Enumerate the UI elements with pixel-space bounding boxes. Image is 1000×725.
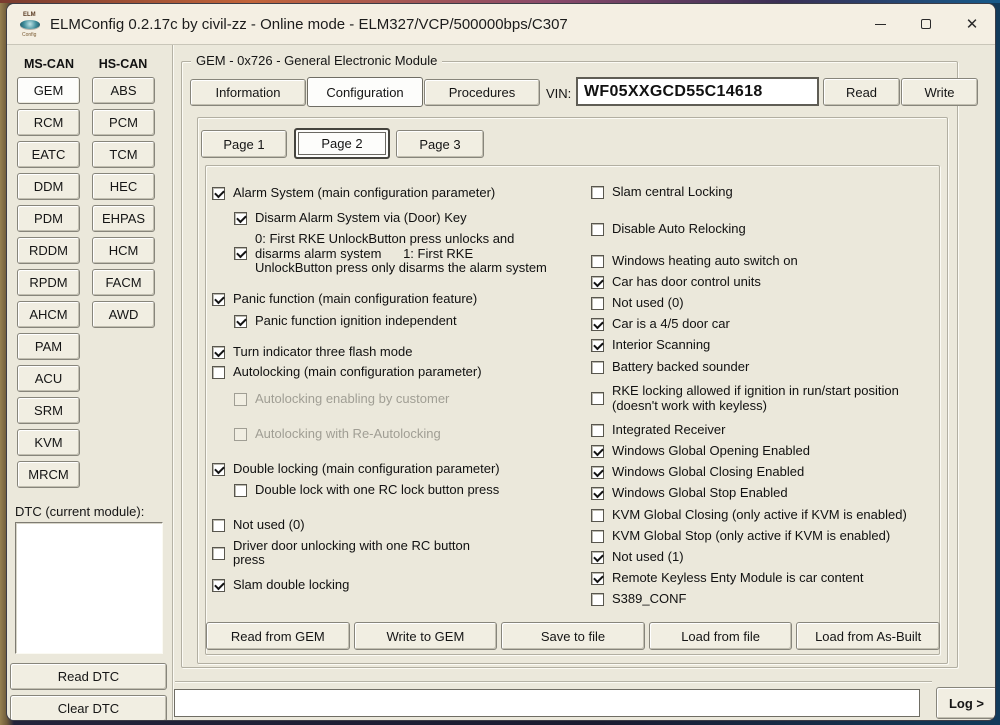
module-button-hec[interactable]: HEC (92, 173, 155, 200)
checkbox-row[interactable] (591, 485, 939, 501)
checkbox-column-left (212, 185, 584, 594)
checkbox-label: Driver door unlocking with one RC button press (233, 537, 471, 567)
checkbox-checked[interactable] (212, 293, 225, 306)
checkbox-checked[interactable] (234, 212, 247, 225)
checkbox-unchecked (234, 393, 247, 406)
vin-input[interactable] (576, 77, 819, 106)
checkbox-label: Autolocking with Re-Autolocking (255, 426, 441, 442)
checkbox-unchecked[interactable] (591, 392, 604, 405)
checkbox-row[interactable] (591, 507, 939, 523)
footer-divider (175, 681, 932, 683)
checkbox-label: Windows Global Opening Enabled (612, 442, 811, 458)
app-window (6, 3, 996, 721)
checkbox-row[interactable] (591, 443, 939, 459)
checkbox-row[interactable] (212, 345, 584, 361)
tab-configuration[interactable]: Configuration (307, 77, 423, 107)
checkbox-checked[interactable] (591, 466, 604, 479)
checkbox-row[interactable] (234, 392, 584, 408)
close-button[interactable] (949, 4, 995, 44)
module-button-rddm[interactable]: RDDM (17, 237, 80, 264)
module-button-gem[interactable]: GEM (17, 77, 80, 104)
module-button-ahcm[interactable]: AHCM (17, 301, 80, 328)
checkbox-checked[interactable] (591, 339, 604, 352)
checkbox-unchecked[interactable] (591, 530, 604, 543)
vin-write-button[interactable]: Write (901, 78, 978, 106)
checkbox-checked[interactable] (591, 487, 604, 500)
checkbox-label: Car has door control units (612, 273, 761, 289)
log-button[interactable]: Log > (936, 687, 996, 719)
checkbox-label: S389_CONF (612, 590, 687, 606)
tab-information[interactable]: Information (190, 79, 306, 106)
module-button-eatc[interactable]: EATC (17, 141, 80, 168)
checkbox-row[interactable] (591, 570, 939, 586)
checkbox-checked[interactable] (591, 445, 604, 458)
module-button-tcm[interactable]: TCM (92, 141, 155, 168)
module-button-ddm[interactable]: DDM (17, 173, 80, 200)
page-1-button[interactable]: Page 1 (201, 130, 287, 158)
window-controls (857, 4, 995, 44)
checkbox-label: Double locking (main configuration parameter) (233, 461, 500, 477)
checkbox-label: Remote Keyless Enty Module is car content (612, 569, 864, 585)
checkbox-checked[interactable] (234, 247, 247, 260)
module-button-acu[interactable]: ACU (17, 365, 80, 392)
checkbox-label: KVM Global Stop (only active if KVM is enabled) (612, 527, 891, 543)
hs-can-header: HS-CAN (98, 57, 148, 71)
app-icon (18, 12, 42, 36)
read-dtc-button[interactable]: Read DTC (10, 663, 167, 690)
module-button-pdm[interactable]: PDM (17, 205, 80, 232)
checkbox-label: Alarm System (main configuration parameter) (233, 184, 496, 200)
checkbox-row[interactable] (212, 365, 584, 381)
checkbox-row[interactable] (212, 185, 584, 201)
checkbox-label: Disarm Alarm System via (Door) Key (255, 209, 467, 225)
module-button-hcm[interactable]: HCM (92, 237, 155, 264)
checkbox-label: Autolocking enabling by customer (255, 391, 450, 407)
module-button-awd[interactable]: AWD (92, 301, 155, 328)
clear-dtc-button[interactable]: Clear DTC (10, 695, 167, 721)
checkbox-unchecked[interactable] (212, 366, 225, 379)
vin-label: VIN: (546, 86, 572, 101)
close-icon: ✕ (965, 15, 979, 33)
checkbox-unchecked[interactable] (591, 297, 604, 310)
checkbox-checked[interactable] (234, 315, 247, 328)
ms-can-module-list (17, 77, 80, 493)
checkbox-label: Slam double locking (233, 577, 350, 593)
module-button-mrcm[interactable]: MRCM (17, 461, 80, 488)
module-button-ehpas[interactable]: EHPAS (92, 205, 155, 232)
checkbox-row[interactable] (591, 274, 939, 290)
log-command-input[interactable] (174, 689, 920, 717)
action-load-from-as-built[interactable]: Load from As-Built (796, 622, 940, 650)
checkbox-row[interactable] (591, 384, 939, 413)
checkbox-label: Slam central Locking (612, 183, 733, 199)
checkbox-checked[interactable] (212, 579, 225, 592)
checkbox-row[interactable] (212, 578, 584, 594)
checkbox-row[interactable] (234, 314, 584, 330)
checkbox-unchecked[interactable] (591, 509, 604, 522)
action-write-to-gem[interactable]: Write to GEM (354, 622, 498, 650)
module-button-kvm[interactable]: KVM (17, 429, 80, 456)
checkbox-unchecked[interactable] (212, 519, 225, 532)
minimize-button[interactable] (857, 4, 903, 44)
title-bar (7, 4, 995, 45)
tab-procedures[interactable]: Procedures (424, 79, 540, 106)
checkbox-label: Autolocking (main configuration parameter) (233, 364, 482, 380)
checkbox-unchecked[interactable] (591, 593, 604, 606)
checkbox-unchecked[interactable] (591, 255, 604, 268)
checkbox-row[interactable] (591, 528, 939, 544)
checkbox-label: Double lock with one RC lock button press (255, 482, 500, 498)
vin-read-button[interactable]: Read (823, 78, 900, 106)
configuration-checkbox-panel (205, 165, 940, 655)
checkbox-row[interactable] (234, 210, 584, 226)
checkbox-label: Turn indicator three flash mode (233, 344, 413, 360)
checkbox-column-right (591, 184, 939, 607)
checkbox-checked[interactable] (212, 346, 225, 359)
sidebar-divider (172, 45, 174, 720)
ms-can-header: MS-CAN (24, 57, 74, 71)
gem-groupbox-title: GEM - 0x726 - General Electronic Module (191, 53, 442, 68)
checkbox-label: KVM Global Closing (only active if KVM is enabled) (612, 506, 907, 522)
checkbox-row[interactable] (234, 232, 584, 276)
app-icon-blob (20, 20, 40, 29)
checkbox-row[interactable] (591, 316, 939, 332)
maximize-button[interactable] (903, 4, 949, 44)
checkbox-unchecked (234, 428, 247, 441)
checkbox-row[interactable] (591, 295, 939, 311)
dtc-label: DTC (current module): (15, 504, 145, 519)
checkbox-label: Windows Global Closing Enabled (612, 463, 805, 479)
action-load-from-file[interactable]: Load from file (649, 622, 793, 650)
app-icon-text-bottom: Config (22, 32, 37, 38)
checkbox-label: Not used (1) (612, 548, 684, 564)
checkbox-label: Integrated Receiver (612, 421, 726, 437)
module-button-pcm[interactable]: PCM (92, 109, 155, 136)
checkbox-label: Interior Scanning (612, 336, 711, 352)
checkbox-unchecked[interactable] (591, 223, 604, 236)
checkbox-label: Panic function ignition independent (255, 313, 457, 329)
hs-can-module-list (92, 77, 155, 333)
checkbox-label: Battery backed sounder (612, 358, 750, 374)
checkbox-checked[interactable] (591, 318, 604, 331)
checkbox-row[interactable] (591, 422, 939, 438)
checkbox-row[interactable] (591, 591, 939, 607)
action-read-from-gem[interactable]: Read from GEM (206, 622, 350, 650)
minimize-icon (875, 24, 886, 25)
checkbox-row[interactable] (591, 549, 939, 565)
checkbox-unchecked[interactable] (234, 484, 247, 497)
module-button-pam[interactable]: PAM (17, 333, 80, 360)
checkbox-label: Windows heating auto switch on (612, 252, 798, 268)
checkbox-label: Car is a 4/5 door car (612, 315, 730, 331)
checkbox-label: Disable Auto Relocking (612, 220, 746, 236)
module-button-srm[interactable]: SRM (17, 397, 80, 424)
checkbox-checked[interactable] (212, 463, 225, 476)
maximize-icon (921, 19, 931, 29)
module-button-facm[interactable]: FACM (92, 269, 155, 296)
checkbox-row[interactable] (591, 184, 939, 200)
checkbox-row[interactable] (591, 464, 939, 480)
checkbox-row[interactable] (212, 292, 584, 308)
action-button-row (206, 622, 940, 650)
checkbox-row[interactable] (212, 518, 584, 534)
dtc-listbox[interactable] (15, 522, 163, 654)
checkbox-row[interactable] (591, 253, 939, 269)
checkbox-checked[interactable] (212, 187, 225, 200)
checkbox-unchecked[interactable] (591, 361, 604, 374)
checkbox-unchecked[interactable] (591, 424, 604, 437)
action-save-to-file[interactable]: Save to file (501, 622, 645, 650)
window-title: ELMConfig 0.2.17c by civil-zz - Online mode - ELM327/VCP/500000bps/C307 (50, 15, 568, 33)
checkbox-row[interactable] (234, 427, 584, 443)
checkbox-row[interactable] (234, 483, 584, 499)
checkbox-unchecked[interactable] (212, 547, 225, 560)
checkbox-row[interactable] (591, 221, 939, 237)
checkbox-checked[interactable] (591, 572, 604, 585)
checkbox-checked[interactable] (591, 276, 604, 289)
checkbox-label: Windows Global Stop Enabled (612, 484, 788, 500)
checkbox-label: Panic function (main configuration feature) (233, 291, 478, 307)
checkbox-checked[interactable] (591, 551, 604, 564)
module-button-rcm[interactable]: RCM (17, 109, 80, 136)
page-3-button[interactable]: Page 3 (396, 130, 484, 158)
checkbox-label: 0: First RKE UnlockButton press unlocks and disarms alarm system 1: First RKE UnlockButton press only disarms the alarm system (255, 231, 547, 275)
checkbox-label: Not used (0) (612, 294, 684, 310)
page-2-button[interactable]: Page 2 (294, 128, 390, 159)
app-icon-text-top: ELM (23, 12, 36, 18)
module-button-abs[interactable]: ABS (92, 77, 155, 104)
checkbox-row[interactable] (591, 359, 939, 375)
checkbox-unchecked[interactable] (591, 186, 604, 199)
checkbox-row[interactable] (212, 462, 584, 478)
checkbox-label: Not used (0) (233, 517, 305, 533)
checkbox-label: RKE locking allowed if ignition in run/start position (doesn't work with keyless) (612, 383, 899, 413)
module-button-rpdm[interactable]: RPDM (17, 269, 80, 296)
checkbox-row[interactable] (591, 337, 939, 353)
checkbox-row[interactable] (212, 539, 584, 568)
